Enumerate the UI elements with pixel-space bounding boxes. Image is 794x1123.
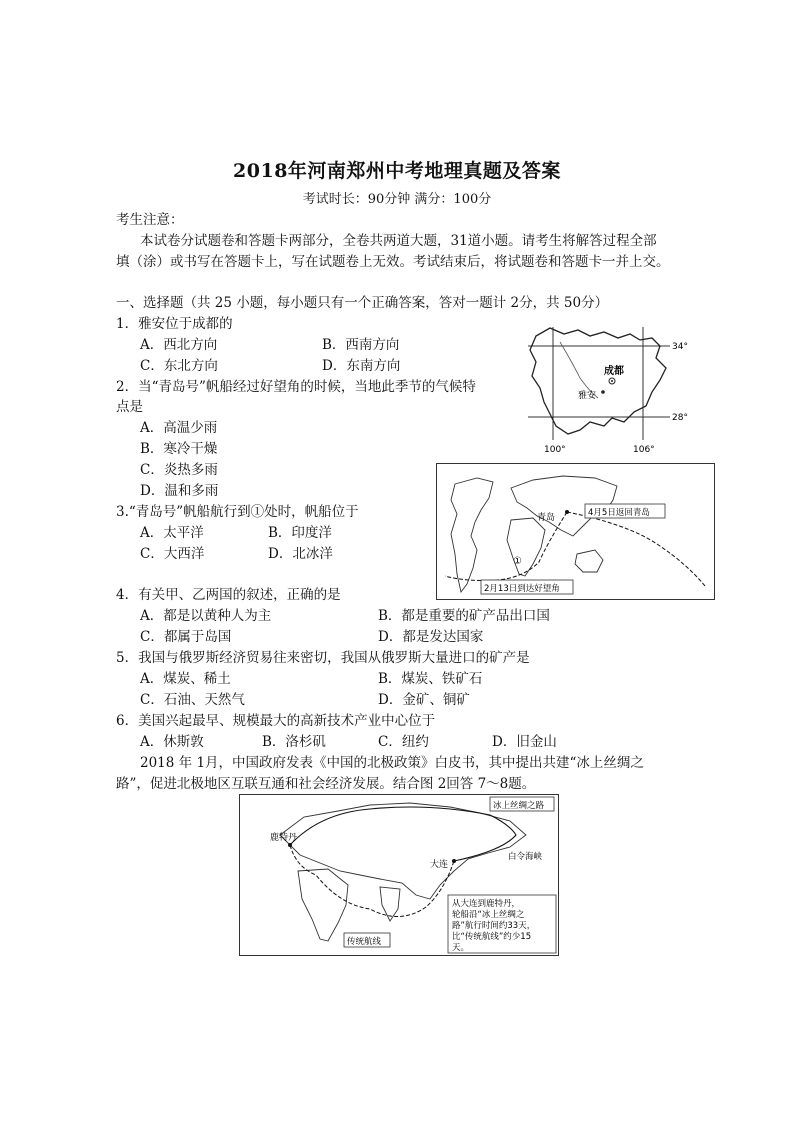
q6-option-c: C．纽约 <box>378 734 429 750</box>
yaan-marker <box>601 390 605 394</box>
q6-option-a: A．休斯敦 <box>140 734 204 750</box>
q4-option-d: D．都是发达国家 <box>378 629 484 645</box>
q3-option-b: B．印度洋 <box>268 525 332 541</box>
traditional-route <box>290 845 454 917</box>
trad-label: 传统航线 <box>347 937 382 947</box>
q3-option-a: A．太平洋 <box>140 525 204 541</box>
continent-africa <box>298 869 348 941</box>
q4-stem: 4．有关甲、乙两国的叙述，正确的是 <box>116 587 341 603</box>
note-line-5: 天。 <box>452 943 470 953</box>
q2-stem-1: 2．当“青岛号”帆船经过好望角的时候，当地此季节的气候特 <box>116 379 476 395</box>
q3-option-c: C．大西洋 <box>140 546 205 562</box>
note-line-2: 轮船沿“冰上丝绸之 <box>452 910 525 920</box>
q6-stem: 6．美国兴起最早、规模最大的高新技术产业中心位于 <box>116 713 436 729</box>
q3-option-d: D．北冰洋 <box>268 546 333 562</box>
river <box>560 342 598 398</box>
section-heading: 一、选择题（共 25 小题，每小题只有一个正确答案，答对一题计 2分，共 50分） <box>116 295 609 311</box>
continent-africa <box>507 518 545 576</box>
q5-option-d: D．金矿、铜矿 <box>378 692 470 708</box>
q2-option-b: B．寒冷干燥 <box>140 441 218 457</box>
q4-option-c: C．都属于岛国 <box>140 629 232 645</box>
notice-line-2: 填（涂）或书写在答题卡上，写在试题卷上无效。考试结束后，将试题卷和答题卡一并上交。 <box>116 254 670 270</box>
chengdu-dot <box>611 380 613 382</box>
q5-stem: 5．我国与俄罗斯经济贸易往来密切，我国从俄罗斯大量进口的矿产是 <box>116 650 530 666</box>
note-line-1: 从大连到鹿特丹， <box>452 899 521 909</box>
point-1-label: ① <box>513 556 522 567</box>
world-route-map <box>436 463 715 600</box>
q4-option-b: B．都是重要的矿产品出口国 <box>378 608 550 624</box>
lat-label-28: 28° <box>672 413 688 423</box>
cape-label: 2月13日到达好望角 <box>484 584 560 594</box>
exam-info: 考试时长：90分钟 满分：100分 <box>302 192 492 207</box>
lat-label-34: 34° <box>672 342 688 352</box>
q3-stem: 3.“青岛号”帆船航行到①处时，帆船位于 <box>116 504 359 520</box>
dalian-label: 大连 <box>430 860 449 870</box>
notice-line-1: 本试卷分试题卷和答题卡两部分，全卷共两道大题，31道小题。请考生将解答过程全部 <box>140 233 657 249</box>
province-outline <box>530 328 666 434</box>
q5-option-b: B．煤炭、铁矿石 <box>378 671 483 687</box>
q1-stem: 1．雅安位于成都的 <box>116 316 233 332</box>
qingdao-marker <box>565 510 569 514</box>
rotterdam-label: 鹿特丹 <box>270 833 298 843</box>
q1-option-a: A．西北方向 <box>140 337 218 353</box>
note-line-4: 比“传统航线”约少15 <box>452 932 532 942</box>
q1-option-c: C．东北方向 <box>140 358 218 374</box>
passage-line-1: 2018 年 1月，中国政府发表《中国的北极政策》白皮书，其中提出共建“冰上丝绸之 <box>140 755 644 771</box>
q5-option-a: A．煤炭、稀土 <box>140 671 231 687</box>
q6-option-b: B．洛杉矶 <box>262 734 326 750</box>
ice-label: 冰上丝绸之路 <box>493 801 545 811</box>
bering-label: 白令海峡 <box>508 852 543 862</box>
q2-option-d: D．温和多雨 <box>140 483 219 499</box>
page-title: 2018年河南郑州中考地理真题及答案 <box>233 160 561 182</box>
passage-line-2: 路”，促进北极地区互联互通和社会经济发展。结合图 2回答 7～8题。 <box>116 776 536 792</box>
ice-route <box>290 807 516 861</box>
chengdu-label: 成都 <box>604 366 624 377</box>
continent-americas <box>451 478 493 592</box>
q2-option-c: C．炎热多雨 <box>140 462 218 478</box>
q2-option-a: A．高温少雨 <box>140 420 218 436</box>
sichuan-map <box>520 322 695 457</box>
yaan-label: 雅安 <box>578 391 597 401</box>
note-line-3: 路”航行时间约33天， <box>452 921 536 931</box>
continent-australia <box>575 550 603 572</box>
q1-option-b: B．西南方向 <box>322 337 400 353</box>
notice-heading: 考生注意： <box>116 212 184 228</box>
ice-silk-road-map <box>239 794 559 956</box>
q1-option-d: D．东南方向 <box>322 358 401 374</box>
q5-option-c: C．石油、天然气 <box>140 692 245 708</box>
q4-option-a: A．都是以黄种人为主 <box>140 608 272 624</box>
return-label: 4月5日返回青岛 <box>588 508 650 518</box>
route-line <box>445 512 705 586</box>
rotterdam-marker <box>288 843 292 847</box>
q2-stem-2: 点是 <box>116 399 143 415</box>
qingdao-label: 青岛 <box>537 513 556 523</box>
q6-option-d: D．旧金山 <box>492 734 557 750</box>
lon-label-100: 100° <box>544 445 566 455</box>
lon-label-106: 106° <box>633 445 655 455</box>
dalian-marker <box>452 859 456 863</box>
